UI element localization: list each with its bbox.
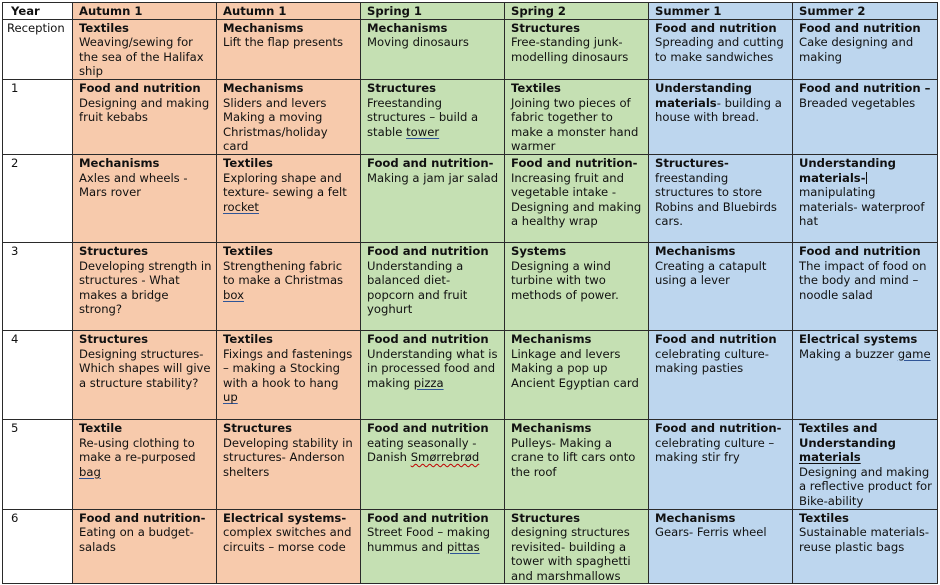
unit-desc	[367, 436, 500, 465]
unit-title: Mechanisms	[511, 420, 592, 435]
unit-cell	[649, 242, 793, 330]
unit-cell	[73, 79, 217, 154]
unit-cell	[217, 509, 361, 584]
unit-cell	[793, 79, 938, 154]
unit-title: Electrical systems	[799, 331, 918, 346]
unit-desc: Axles and wheels - Mars rover	[79, 170, 188, 200]
unit-cell	[361, 242, 505, 330]
dt-curriculum-table	[2, 2, 938, 584]
unit-title: Textiles and Understanding	[799, 420, 896, 450]
unit-title: Mechanisms	[223, 20, 304, 35]
desc-text: eating seasonally - Danish	[367, 435, 477, 465]
table-row	[3, 330, 938, 419]
unit-title: Systems	[511, 243, 567, 258]
desc-text: Street Food – making hummus and	[367, 525, 490, 554]
unit-title: Understanding materials-	[799, 155, 896, 185]
unit-cell	[73, 154, 217, 242]
unit-desc: Linkage and levers Making a pop up Ancient Egyptian card	[511, 346, 639, 390]
unit-desc: Weaving/sewing for the sea of the Halifax ship	[79, 35, 204, 79]
unit-cell	[505, 19, 649, 79]
year-cell: 3	[3, 242, 73, 330]
header-year: Year	[3, 3, 73, 20]
spell-flag-word: bag	[79, 464, 101, 479]
unit-title: Food and nutrition-	[79, 510, 206, 525]
unit-cell	[73, 242, 217, 330]
year-cell: Reception	[3, 19, 73, 79]
unit-title: Mechanisms	[367, 20, 448, 35]
desc-text: Understanding what is in processed food and making	[367, 346, 498, 390]
spell-flag-word: game	[897, 346, 931, 361]
unit-title: Mechanisms	[655, 510, 736, 525]
unit-title-cont: materials	[799, 450, 861, 465]
unit-cell	[649, 154, 793, 242]
table-row	[3, 242, 938, 330]
unit-cell	[793, 509, 938, 584]
unit-desc: Gears- Ferris wheel	[655, 525, 767, 540]
unit-desc	[367, 347, 500, 391]
text-cursor-icon	[866, 172, 867, 184]
unit-cell	[361, 509, 505, 584]
unit-title: Mechanisms	[79, 155, 160, 170]
unit-cell	[649, 19, 793, 79]
unit-title: Food and nutrition	[655, 331, 777, 346]
unit-desc: The impact of food on the body and mind – noodle salad	[799, 258, 927, 302]
unit-desc: Moving dinosaurs	[367, 35, 469, 50]
unit-cell	[73, 419, 217, 509]
unit-cell	[793, 19, 938, 79]
unit-title: Structures	[223, 420, 293, 435]
unit-title: Food and nutrition –	[799, 80, 931, 95]
unit-title: Textiles	[223, 155, 273, 170]
spell-flag-word: pizza	[413, 375, 444, 390]
unit-title: Structures	[367, 80, 437, 95]
spell-flag-word: tower	[406, 124, 440, 139]
unit-desc	[223, 347, 356, 405]
unit-desc: Spreading and cutting to make sandwiches	[655, 35, 784, 64]
unit-title: Structures	[511, 20, 581, 35]
unit-title: Food and nutrition-	[511, 155, 638, 170]
unit-desc	[367, 96, 500, 140]
unit-cell	[217, 19, 361, 79]
unit-desc: celebrating culture- making pasties	[655, 346, 769, 376]
table-row	[3, 79, 938, 154]
unit-desc	[655, 81, 788, 125]
unit-desc: Designing and making fruit kebabs	[79, 95, 210, 125]
unit-desc: Lift the flap presents	[223, 35, 344, 50]
spell-flag-word: Smørrebrød	[410, 450, 480, 465]
unit-desc: Joining two pieces of fabric together to make a monster hand warmer	[511, 95, 639, 154]
header-summer-1: Summer 1	[649, 3, 793, 20]
unit-cell	[217, 330, 361, 419]
unit-title: Textiles	[511, 80, 561, 95]
year-cell: 4	[3, 330, 73, 419]
desc-text: - building a house with bread.	[655, 95, 782, 125]
unit-title: Food and nutrition-	[655, 420, 782, 435]
unit-title: Mechanisms	[511, 331, 592, 346]
header-summer-2: Summer 2	[793, 3, 938, 20]
unit-title: Textiles	[79, 20, 129, 35]
unit-cell	[217, 154, 361, 242]
unit-title: Food and nutrition	[79, 80, 201, 95]
table-row	[3, 419, 938, 509]
unit-title: Food and nutrition	[367, 331, 489, 346]
unit-cell	[505, 242, 649, 330]
unit-title: Textiles	[223, 331, 273, 346]
header-autumn-1: Autumn 1	[73, 3, 217, 20]
spell-flag-word: pittas	[446, 539, 480, 554]
unit-cell	[505, 79, 649, 154]
desc-text: Making a buzzer	[799, 346, 898, 361]
unit-cell	[73, 509, 217, 584]
unit-cell	[649, 419, 793, 509]
unit-title: Electrical systems-	[223, 510, 347, 525]
unit-cell	[73, 19, 217, 79]
unit-cell	[793, 419, 938, 509]
unit-desc: Pulleys- Making a crane to lift cars onto the roof	[511, 435, 636, 479]
unit-cell	[505, 419, 649, 509]
unit-desc	[367, 525, 500, 554]
spell-flag-word: up	[223, 390, 238, 405]
unit-desc	[79, 436, 212, 480]
unit-cell	[505, 154, 649, 242]
table-row	[3, 19, 938, 79]
table-row	[3, 509, 938, 584]
unit-title: Food and nutrition	[799, 20, 921, 35]
unit-desc: Designing structures- Which shapes will give a structure stability?	[79, 346, 211, 390]
unit-desc: Making a jam jar salad	[367, 170, 499, 185]
unit-desc: manipulating materials- waterproof hat	[799, 185, 925, 229]
unit-desc: Understanding a balanced diet- popcorn and fruit yoghurt	[367, 258, 468, 317]
unit-desc: Creating a catapult using a lever	[655, 258, 767, 288]
unit-cell	[505, 330, 649, 419]
unit-title: Food and nutrition	[655, 20, 777, 35]
unit-cell	[361, 330, 505, 419]
unit-desc: Sustainable materials-reuse plastic bags	[799, 525, 930, 554]
unit-desc	[223, 171, 356, 215]
unit-title: Structures	[511, 510, 581, 525]
spell-flag-word: box	[223, 287, 244, 302]
unit-title: Structures	[79, 243, 149, 258]
unit-title: Food and nutrition	[367, 243, 489, 258]
unit-title: Structures-	[655, 155, 729, 170]
unit-desc: freestanding structures to store Robins and Bluebirds cars.	[655, 170, 777, 229]
unit-title: Food and nutrition	[799, 243, 921, 258]
desc-text: Strengthening fabric to make a Christmas	[223, 258, 344, 288]
desc-text: Fixings and fastenings – making a Stocking with a hook to hang	[223, 346, 353, 390]
table-row	[3, 154, 938, 242]
unit-title: Textiles	[223, 243, 273, 258]
unit-desc: Increasing fruit and vegetable intake - Designing and making a healthy wrap	[511, 170, 642, 229]
unit-cell	[217, 242, 361, 330]
unit-cell	[649, 79, 793, 154]
unit-cell	[793, 154, 938, 242]
unit-desc: Designing a wind turbine with two methods of power.	[511, 258, 619, 302]
unit-title: Food and nutrition	[367, 510, 489, 525]
spell-flag-word: rocket	[223, 199, 259, 214]
header-spring-2: Spring 2	[505, 3, 649, 20]
unit-cell	[217, 79, 361, 154]
unit-cell	[73, 330, 217, 419]
unit-desc: Breaded vegetables	[799, 95, 916, 110]
unit-title: Understanding materials	[655, 80, 752, 110]
year-cell: 1	[3, 79, 73, 154]
unit-desc: Developing stability in structures- Anderson shelters	[223, 435, 353, 479]
year-cell: 5	[3, 419, 73, 509]
unit-desc: Eating on a budget- salads	[79, 525, 194, 554]
unit-title: Mechanisms	[655, 243, 736, 258]
header-spring-1: Spring 1	[361, 3, 505, 20]
unit-title: Structures	[79, 331, 149, 346]
unit-desc	[223, 244, 356, 302]
desc-text: Re-using clothing to make a re-purposed	[79, 435, 196, 465]
unit-desc: complex switches and circuits – morse code	[223, 525, 352, 554]
unit-cell	[361, 19, 505, 79]
year-cell: 6	[3, 509, 73, 584]
year-cell: 2	[3, 154, 73, 242]
unit-desc: celebrating culture – making stir fry	[655, 435, 775, 465]
unit-cell	[793, 242, 938, 330]
desc-text: Freestanding structures – build a stable	[367, 95, 479, 139]
header-row	[3, 3, 938, 20]
unit-cell	[505, 509, 649, 584]
unit-desc: designing structures revisited- building a tower with spaghetti and marshmallows	[511, 525, 631, 583]
unit-title: Mechanisms	[223, 80, 304, 95]
unit-cell	[649, 330, 793, 419]
unit-desc: Cake designing and making	[799, 35, 914, 64]
unit-desc: Sliders and levers Making a moving Christmas/holiday card	[223, 95, 328, 154]
unit-title: Food and nutrition-	[367, 155, 494, 170]
unit-desc: Free-standing junk-modelling dinosaurs	[511, 35, 629, 64]
unit-title: Textile	[79, 420, 123, 435]
unit-desc	[799, 347, 933, 362]
unit-cell	[361, 419, 505, 509]
unit-title: Food and nutrition	[367, 420, 489, 435]
unit-cell	[793, 330, 938, 419]
unit-cell	[649, 509, 793, 584]
unit-title: Textiles	[799, 510, 849, 525]
unit-cell	[217, 419, 361, 509]
unit-cell	[361, 154, 505, 242]
unit-title-wrap	[799, 156, 933, 185]
unit-desc: Developing strength in structures - What makes a bridge strong?	[79, 258, 212, 317]
header-autumn-2: Autumn 1	[217, 3, 361, 20]
unit-cell	[361, 79, 505, 154]
unit-desc: Designing and making a reflective product for Bike-ability	[799, 464, 932, 508]
desc-text: Exploring shape and texture- sewing a felt	[223, 170, 347, 200]
